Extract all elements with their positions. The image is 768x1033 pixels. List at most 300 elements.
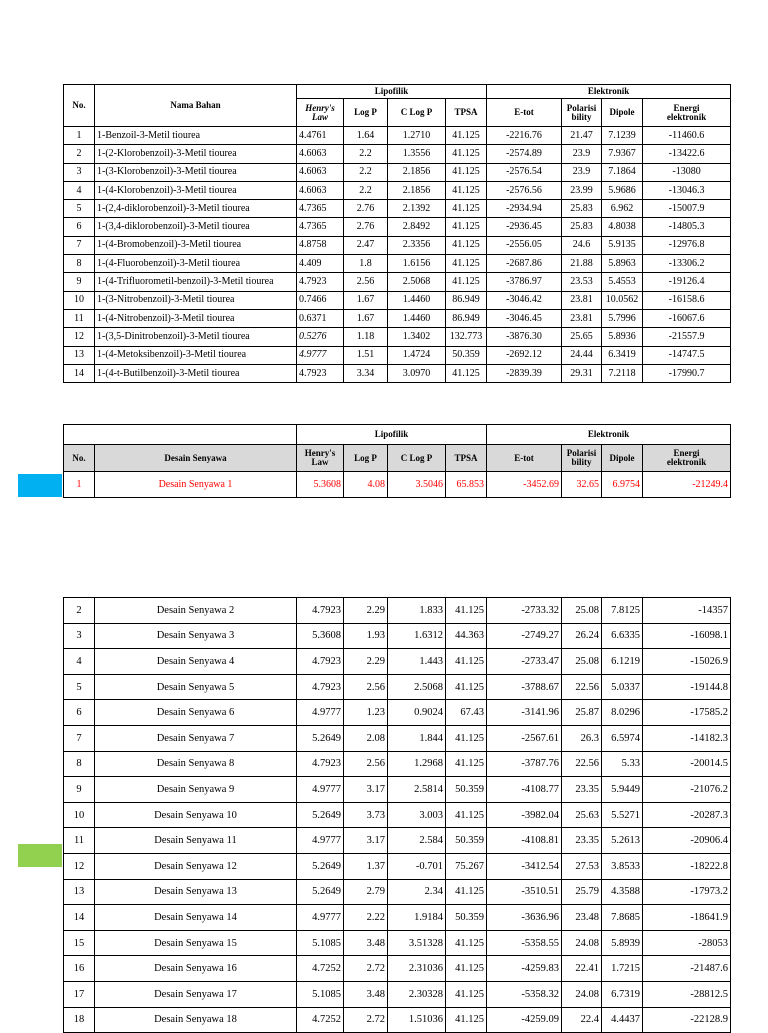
blue-row-marker bbox=[18, 474, 62, 497]
table-row bbox=[64, 364, 731, 382]
cell-henry: 4.6063 bbox=[297, 145, 344, 163]
cell-tpsa: 41.125 bbox=[446, 273, 487, 291]
cell-polar: 32.65 bbox=[562, 472, 602, 498]
table-row bbox=[64, 598, 731, 624]
cell-etot: -3510.51 bbox=[487, 879, 562, 905]
cell-henry: 5.3608 bbox=[297, 472, 344, 498]
col-dipole-header: Dipole bbox=[602, 445, 643, 472]
cell-henry: 5.2649 bbox=[297, 725, 344, 751]
cell-logp: 2.76 bbox=[344, 218, 388, 236]
cell-henry: 4.7923 bbox=[297, 273, 344, 291]
cell-name: Desain Senyawa 12 bbox=[95, 853, 297, 879]
col-henry-header: Henry's Law bbox=[297, 99, 344, 127]
cell-no: 4 bbox=[64, 181, 95, 199]
cell-tpsa: 41.125 bbox=[446, 200, 487, 218]
cell-clogp: 0.9024 bbox=[388, 700, 446, 726]
table-row bbox=[64, 674, 731, 700]
cell-energi: -13306.2 bbox=[643, 255, 731, 273]
cell-tpsa: 75.267 bbox=[446, 853, 487, 879]
cell-logp: 3.34 bbox=[344, 364, 388, 382]
table-row bbox=[64, 725, 731, 751]
cell-clogp: -0.701 bbox=[388, 853, 446, 879]
cell-name: 1-(4-Trifluorometil-benzoil)-3-Metil tiourea bbox=[95, 273, 297, 291]
cell-etot: -3787.76 bbox=[487, 751, 562, 777]
cell-henry: 4.7365 bbox=[297, 200, 344, 218]
cell-energi: -16158.6 bbox=[643, 291, 731, 309]
cell-etot: -3786.97 bbox=[487, 273, 562, 291]
col-energi-header: Energi elektronik bbox=[643, 445, 731, 472]
cell-logp: 2.47 bbox=[344, 236, 388, 254]
cell-energi: -15007.9 bbox=[643, 200, 731, 218]
cell-logp: 3.17 bbox=[344, 828, 388, 854]
cell-tpsa: 50.359 bbox=[446, 828, 487, 854]
cell-dipole: 5.8939 bbox=[602, 930, 643, 956]
cell-tpsa: 41.125 bbox=[446, 981, 487, 1007]
cell-logp: 1.67 bbox=[344, 291, 388, 309]
cell-name: 1-(4-Klorobenzoil)-3-Metil tiourea bbox=[95, 181, 297, 199]
cell-no: 12 bbox=[64, 328, 95, 346]
cell-dipole: 4.3588 bbox=[602, 879, 643, 905]
cell-clogp: 1.443 bbox=[388, 649, 446, 675]
cell-clogp: 2.3356 bbox=[388, 236, 446, 254]
cell-etot: -3788.67 bbox=[487, 674, 562, 700]
cell-name: 1-(3-Nitrobenzoil)-3-Metil tiourea bbox=[95, 291, 297, 309]
cell-dipole: 5.7996 bbox=[602, 309, 643, 327]
cell-polar: 21.47 bbox=[562, 127, 602, 145]
cell-logp: 1.51 bbox=[344, 346, 388, 364]
cell-energi: -21076.2 bbox=[643, 777, 731, 803]
cell-polar: 26.3 bbox=[562, 725, 602, 751]
cell-dipole: 1.7215 bbox=[602, 956, 643, 982]
col-tpsa-header: TPSA bbox=[446, 445, 487, 472]
cell-no: 2 bbox=[64, 598, 95, 624]
cell-logp: 3.17 bbox=[344, 777, 388, 803]
cell-clogp: 1.3556 bbox=[388, 145, 446, 163]
cell-logp: 3.48 bbox=[344, 981, 388, 1007]
cell-henry: 5.1085 bbox=[297, 981, 344, 1007]
cell-no: 12 bbox=[64, 853, 95, 879]
table-row bbox=[64, 956, 731, 982]
cell-dipole: 5.9449 bbox=[602, 777, 643, 803]
cell-etot: -2839.39 bbox=[487, 364, 562, 382]
cell-energi: -28053 bbox=[643, 930, 731, 956]
cell-name: 1-(2,4-diklorobenzoil)-3-Metil tiourea bbox=[95, 200, 297, 218]
cell-tpsa: 41.125 bbox=[446, 364, 487, 382]
cell-tpsa: 50.359 bbox=[446, 777, 487, 803]
cell-no: 8 bbox=[64, 255, 95, 273]
col-dipole-header: Dipole bbox=[602, 99, 643, 127]
cell-henry: 4.9777 bbox=[297, 777, 344, 803]
cell-etot: -4108.81 bbox=[487, 828, 562, 854]
cell-tpsa: 41.125 bbox=[446, 218, 487, 236]
cell-etot: -3046.45 bbox=[487, 309, 562, 327]
cell-polar: 22.56 bbox=[562, 674, 602, 700]
cell-name: Desain Senyawa 8 bbox=[95, 751, 297, 777]
cell-etot: -4108.77 bbox=[487, 777, 562, 803]
cell-polar: 29.31 bbox=[562, 364, 602, 382]
cell-energi: -17585.2 bbox=[643, 700, 731, 726]
cell-henry: 0.7466 bbox=[297, 291, 344, 309]
cell-henry: 4.9777 bbox=[297, 700, 344, 726]
cell-name: 1-(4-Bromobenzoil)-3-Metil tiourea bbox=[95, 236, 297, 254]
cell-energi: -22128.9 bbox=[643, 1007, 731, 1033]
cell-no: 13 bbox=[64, 346, 95, 364]
design-table bbox=[63, 597, 731, 1033]
cell-dipole: 5.0337 bbox=[602, 674, 643, 700]
col-etot-header: E-tot bbox=[487, 445, 562, 472]
cell-clogp: 2.30328 bbox=[388, 981, 446, 1007]
cell-tpsa: 50.359 bbox=[446, 905, 487, 931]
cell-henry: 4.7923 bbox=[297, 751, 344, 777]
cell-polar: 25.08 bbox=[562, 598, 602, 624]
cell-logp: 2.72 bbox=[344, 1007, 388, 1033]
cell-logp: 2.22 bbox=[344, 905, 388, 931]
cell-name: Desain Senyawa 9 bbox=[95, 777, 297, 803]
cell-logp: 2.29 bbox=[344, 598, 388, 624]
cell-tpsa: 65.853 bbox=[446, 472, 487, 498]
table-row bbox=[64, 328, 731, 346]
cell-clogp: 2.5068 bbox=[388, 674, 446, 700]
cell-name: 1-(4-Metoksibenzoil)-3-Metil tiourea bbox=[95, 346, 297, 364]
table-row bbox=[64, 145, 731, 163]
cell-etot: -3876.30 bbox=[487, 328, 562, 346]
cell-polar: 27.53 bbox=[562, 853, 602, 879]
cell-tpsa: 41.125 bbox=[446, 725, 487, 751]
col-no-header: No. bbox=[64, 85, 95, 127]
table-row bbox=[64, 236, 731, 254]
cell-tpsa: 41.125 bbox=[446, 751, 487, 777]
cell-logp: 2.29 bbox=[344, 649, 388, 675]
cell-henry: 5.2649 bbox=[297, 879, 344, 905]
cell-logp: 2.2 bbox=[344, 181, 388, 199]
cell-clogp: 1.2968 bbox=[388, 751, 446, 777]
table-row bbox=[64, 623, 731, 649]
cell-polar: 22.4 bbox=[562, 1007, 602, 1033]
cell-name: Desain Senyawa 14 bbox=[95, 905, 297, 931]
cell-energi: -18222.8 bbox=[643, 853, 731, 879]
cell-tpsa: 41.125 bbox=[446, 930, 487, 956]
blank-header-cell bbox=[64, 425, 297, 445]
cell-clogp: 1.4460 bbox=[388, 291, 446, 309]
cell-energi: -21249.4 bbox=[643, 472, 731, 498]
cell-dipole: 10.0562 bbox=[602, 291, 643, 309]
cell-dipole: 5.33 bbox=[602, 751, 643, 777]
cell-dipole: 5.5271 bbox=[602, 802, 643, 828]
cell-clogp: 1.4460 bbox=[388, 309, 446, 327]
cell-clogp: 3.5046 bbox=[388, 472, 446, 498]
cell-no: 5 bbox=[64, 674, 95, 700]
cell-etot: -3982.04 bbox=[487, 802, 562, 828]
cell-clogp: 3.003 bbox=[388, 802, 446, 828]
cell-no: 7 bbox=[64, 236, 95, 254]
cell-henry: 5.2649 bbox=[297, 802, 344, 828]
col-tpsa-header: TPSA bbox=[446, 99, 487, 127]
cell-no: 4 bbox=[64, 649, 95, 675]
cell-tpsa: 132.773 bbox=[446, 328, 487, 346]
cell-clogp: 2.5068 bbox=[388, 273, 446, 291]
cell-logp: 1.93 bbox=[344, 623, 388, 649]
cell-dipole: 6.1219 bbox=[602, 649, 643, 675]
cell-dipole: 7.8685 bbox=[602, 905, 643, 931]
cell-henry: 0.6371 bbox=[297, 309, 344, 327]
cell-name: Desain Senyawa 18 bbox=[95, 1007, 297, 1033]
cell-henry: 4.7365 bbox=[297, 218, 344, 236]
cell-etot: -3046.42 bbox=[487, 291, 562, 309]
cell-tpsa: 41.125 bbox=[446, 649, 487, 675]
cell-energi: -11460.6 bbox=[643, 127, 731, 145]
green-row-marker bbox=[18, 844, 62, 867]
cell-no: 1 bbox=[64, 472, 95, 498]
cell-etot: -2216.76 bbox=[487, 127, 562, 145]
col-henry-header: Henry's Law bbox=[297, 445, 344, 472]
cell-dipole: 7.8125 bbox=[602, 598, 643, 624]
cell-logp: 1.18 bbox=[344, 328, 388, 346]
cell-no: 13 bbox=[64, 879, 95, 905]
group-lipofilik-header: Lipofilik bbox=[297, 85, 487, 99]
table-row bbox=[64, 853, 731, 879]
cell-polar: 25.08 bbox=[562, 649, 602, 675]
cell-dipole: 7.2118 bbox=[602, 364, 643, 382]
cell-energi: -16098.1 bbox=[643, 623, 731, 649]
cell-energi: -20906.4 bbox=[643, 828, 731, 854]
cell-polar: 23.53 bbox=[562, 273, 602, 291]
cell-henry: 4.7252 bbox=[297, 1007, 344, 1033]
cell-clogp: 2.1856 bbox=[388, 181, 446, 199]
cell-clogp: 1.3402 bbox=[388, 328, 446, 346]
cell-name: 1-Benzoil-3-Metil tiourea bbox=[95, 127, 297, 145]
cell-polar: 23.81 bbox=[562, 309, 602, 327]
cell-clogp: 2.1392 bbox=[388, 200, 446, 218]
cell-no: 6 bbox=[64, 218, 95, 236]
cell-no: 10 bbox=[64, 802, 95, 828]
cell-logp: 2.56 bbox=[344, 273, 388, 291]
cell-henry: 4.7252 bbox=[297, 956, 344, 982]
cell-name: 1-(4-Fluorobenzoil)-3-Metil tiourea bbox=[95, 255, 297, 273]
cell-etot: -2576.56 bbox=[487, 181, 562, 199]
cell-etot: -2936.45 bbox=[487, 218, 562, 236]
cell-polar: 25.87 bbox=[562, 700, 602, 726]
cell-logp: 3.73 bbox=[344, 802, 388, 828]
cell-logp: 2.76 bbox=[344, 200, 388, 218]
cell-no: 1 bbox=[64, 127, 95, 145]
cell-no: 3 bbox=[64, 623, 95, 649]
cell-clogp: 2.34 bbox=[388, 879, 446, 905]
cell-etot: -2934.94 bbox=[487, 200, 562, 218]
cell-no: 11 bbox=[64, 309, 95, 327]
cell-name: Desain Senyawa 2 bbox=[95, 598, 297, 624]
cell-etot: -2733.47 bbox=[487, 649, 562, 675]
cell-etot: -2749.27 bbox=[487, 623, 562, 649]
cell-etot: -5358.55 bbox=[487, 930, 562, 956]
cell-clogp: 1.6156 bbox=[388, 255, 446, 273]
table-row bbox=[64, 777, 731, 803]
cell-no: 8 bbox=[64, 751, 95, 777]
cell-logp: 4.08 bbox=[344, 472, 388, 498]
cell-etot: -2576.54 bbox=[487, 163, 562, 181]
cell-name: 1-(3,4-diklorobenzoil)-3-Metil tiourea bbox=[95, 218, 297, 236]
table-row bbox=[64, 127, 731, 145]
cell-polar: 24.44 bbox=[562, 346, 602, 364]
table-row bbox=[64, 700, 731, 726]
cell-clogp: 1.844 bbox=[388, 725, 446, 751]
cell-etot: -5358.32 bbox=[487, 981, 562, 1007]
cell-dipole: 7.9367 bbox=[602, 145, 643, 163]
cell-dipole: 6.3419 bbox=[602, 346, 643, 364]
cell-energi: -19126.4 bbox=[643, 273, 731, 291]
cell-energi: -15026.9 bbox=[643, 649, 731, 675]
cell-logp: 3.48 bbox=[344, 930, 388, 956]
cell-energi: -21487.6 bbox=[643, 956, 731, 982]
cell-tpsa: 41.125 bbox=[446, 1007, 487, 1033]
cell-no: 10 bbox=[64, 291, 95, 309]
cell-name: Desain Senyawa 3 bbox=[95, 623, 297, 649]
cell-polar: 26.24 bbox=[562, 623, 602, 649]
cell-no: 6 bbox=[64, 700, 95, 726]
cell-energi: -19144.8 bbox=[643, 674, 731, 700]
col-name-header: Nama Bahan bbox=[95, 85, 297, 127]
table-row bbox=[64, 200, 731, 218]
cell-polar: 25.83 bbox=[562, 200, 602, 218]
table-row bbox=[64, 181, 731, 199]
group-lipofilik-header: Lipofilik bbox=[297, 425, 487, 445]
cell-logp: 2.56 bbox=[344, 674, 388, 700]
cell-polar: 25.63 bbox=[562, 802, 602, 828]
cell-polar: 22.56 bbox=[562, 751, 602, 777]
cell-polar: 25.83 bbox=[562, 218, 602, 236]
cell-etot: -2556.05 bbox=[487, 236, 562, 254]
cell-no: 5 bbox=[64, 200, 95, 218]
cell-tpsa: 41.125 bbox=[446, 181, 487, 199]
cell-name: Desain Senyawa 5 bbox=[95, 674, 297, 700]
col-logp-header: Log P bbox=[344, 445, 388, 472]
col-polar-header: Polarisi bility bbox=[562, 445, 602, 472]
cell-dipole: 3.8533 bbox=[602, 853, 643, 879]
cell-logp: 2.72 bbox=[344, 956, 388, 982]
cell-no: 17 bbox=[64, 981, 95, 1007]
cell-henry: 5.2649 bbox=[297, 853, 344, 879]
cell-logp: 2.08 bbox=[344, 725, 388, 751]
cell-energi: -13046.3 bbox=[643, 181, 731, 199]
col-polar-header: Polarisi bility bbox=[562, 99, 602, 127]
cell-energi: -17973.2 bbox=[643, 879, 731, 905]
cell-etot: -2687.86 bbox=[487, 255, 562, 273]
cell-name: 1-(2-Klorobenzoil)-3-Metil tiourea bbox=[95, 145, 297, 163]
col-clogp-header: C Log P bbox=[388, 99, 446, 127]
table-row bbox=[64, 255, 731, 273]
cell-energi: -21557.9 bbox=[643, 328, 731, 346]
cell-logp: 2.79 bbox=[344, 879, 388, 905]
cell-energi: -20287.3 bbox=[643, 802, 731, 828]
cell-no: 15 bbox=[64, 930, 95, 956]
cell-energi: -16067.6 bbox=[643, 309, 731, 327]
cell-energi: -14357 bbox=[643, 598, 731, 624]
cell-tpsa: 50.359 bbox=[446, 346, 487, 364]
cell-tpsa: 41.125 bbox=[446, 802, 487, 828]
cell-logp: 1.64 bbox=[344, 127, 388, 145]
cell-clogp: 2.8492 bbox=[388, 218, 446, 236]
cell-dipole: 4.4437 bbox=[602, 1007, 643, 1033]
cell-no: 9 bbox=[64, 777, 95, 803]
cell-etot: -2567.61 bbox=[487, 725, 562, 751]
cell-name: 1-(4-Nitrobenzoil)-3-Metil tiourea bbox=[95, 309, 297, 327]
cell-polar: 25.65 bbox=[562, 328, 602, 346]
table-row bbox=[64, 649, 731, 675]
cell-tpsa: 86.949 bbox=[446, 291, 487, 309]
cell-dipole: 6.7319 bbox=[602, 981, 643, 1007]
cell-dipole: 7.1864 bbox=[602, 163, 643, 181]
cell-henry: 4.7923 bbox=[297, 598, 344, 624]
cell-tpsa: 41.125 bbox=[446, 127, 487, 145]
cell-tpsa: 41.125 bbox=[446, 956, 487, 982]
cell-clogp: 2.5814 bbox=[388, 777, 446, 803]
group-elektronik-header: Elektronik bbox=[487, 85, 731, 99]
cell-tpsa: 86.949 bbox=[446, 309, 487, 327]
cell-henry: 4.7923 bbox=[297, 364, 344, 382]
cell-polar: 23.9 bbox=[562, 163, 602, 181]
compound-table bbox=[63, 84, 731, 383]
col-no-header: No. bbox=[64, 445, 95, 472]
cell-name: Desain Senyawa 10 bbox=[95, 802, 297, 828]
cell-polar: 24.08 bbox=[562, 930, 602, 956]
cell-energi: -14182.3 bbox=[643, 725, 731, 751]
cell-dipole: 6.9754 bbox=[602, 472, 643, 498]
cell-tpsa: 41.125 bbox=[446, 879, 487, 905]
cell-etot: -4259.09 bbox=[487, 1007, 562, 1033]
cell-energi: -13422.6 bbox=[643, 145, 731, 163]
cell-dipole: 5.9686 bbox=[602, 181, 643, 199]
cell-name: Desain Senyawa 11 bbox=[95, 828, 297, 854]
cell-logp: 1.37 bbox=[344, 853, 388, 879]
cell-etot: -2574.89 bbox=[487, 145, 562, 163]
cell-dipole: 5.9135 bbox=[602, 236, 643, 254]
cell-tpsa: 41.125 bbox=[446, 163, 487, 181]
cell-logp: 1.67 bbox=[344, 309, 388, 327]
cell-energi: -12976.8 bbox=[643, 236, 731, 254]
cell-polar: 24.6 bbox=[562, 236, 602, 254]
table-row bbox=[64, 981, 731, 1007]
cell-logp: 1.23 bbox=[344, 700, 388, 726]
table-row bbox=[64, 1007, 731, 1033]
cell-name: Desain Senyawa 17 bbox=[95, 981, 297, 1007]
cell-polar: 23.35 bbox=[562, 777, 602, 803]
cell-name: 1-(3-Klorobenzoil)-3-Metil tiourea bbox=[95, 163, 297, 181]
cell-tpsa: 41.125 bbox=[446, 236, 487, 254]
cell-henry: 4.4761 bbox=[297, 127, 344, 145]
cell-no: 7 bbox=[64, 725, 95, 751]
cell-logp: 2.2 bbox=[344, 145, 388, 163]
cell-polar: 23.35 bbox=[562, 828, 602, 854]
cell-clogp: 2.1856 bbox=[388, 163, 446, 181]
cell-etot: -3452.69 bbox=[487, 472, 562, 498]
table-row bbox=[64, 346, 731, 364]
cell-clogp: 3.51328 bbox=[388, 930, 446, 956]
cell-henry: 4.9777 bbox=[297, 905, 344, 931]
table-row bbox=[64, 828, 731, 854]
cell-dipole: 5.8963 bbox=[602, 255, 643, 273]
cell-logp: 2.56 bbox=[344, 751, 388, 777]
cell-no: 11 bbox=[64, 828, 95, 854]
col-energi-header: Energi elektronik bbox=[643, 99, 731, 127]
cell-henry: 4.7923 bbox=[297, 674, 344, 700]
cell-logp: 2.2 bbox=[344, 163, 388, 181]
cell-name: Desain Senyawa 16 bbox=[95, 956, 297, 982]
cell-henry: 4.6063 bbox=[297, 181, 344, 199]
cell-etot: -2692.12 bbox=[487, 346, 562, 364]
cell-clogp: 1.6312 bbox=[388, 623, 446, 649]
cell-name: Desain Senyawa 7 bbox=[95, 725, 297, 751]
cell-energi: -14747.5 bbox=[643, 346, 731, 364]
cell-clogp: 1.2710 bbox=[388, 127, 446, 145]
